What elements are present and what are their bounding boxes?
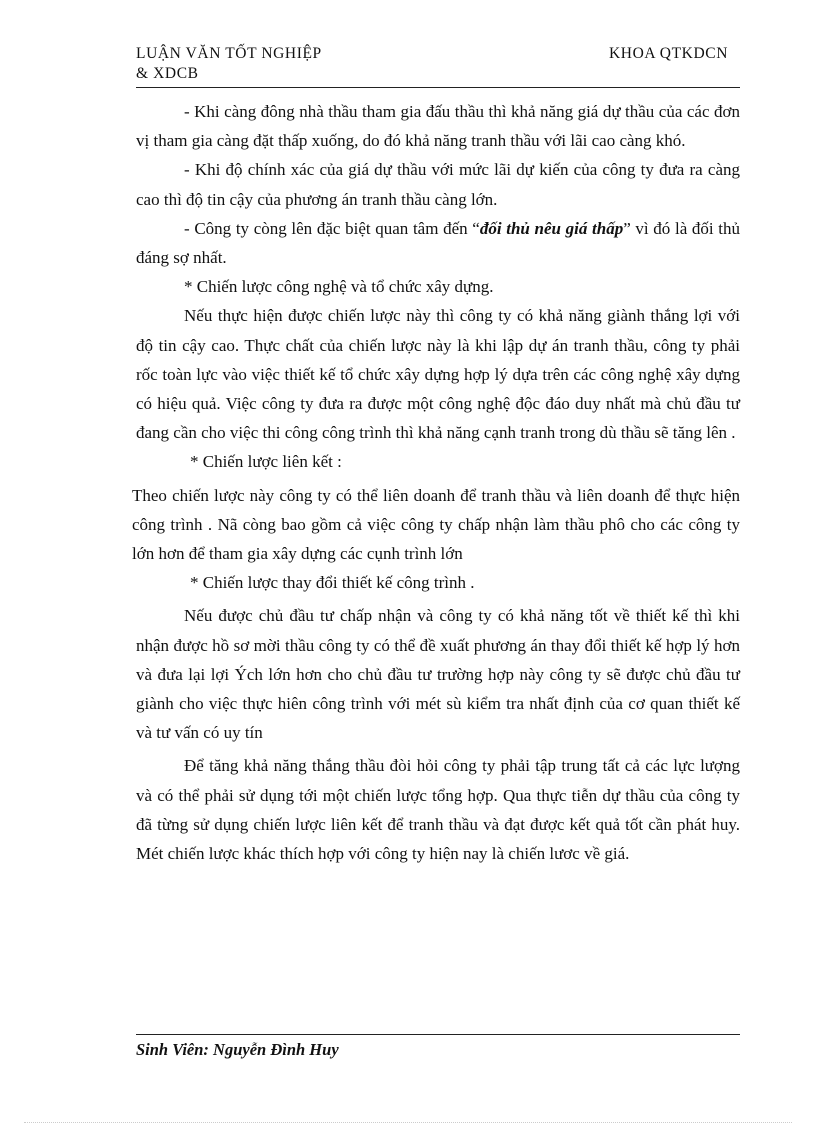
header-thesis-title-continued: & XDCB bbox=[136, 65, 199, 82]
paragraph-low-price-rival bbox=[136, 214, 740, 272]
header-faculty: KHOA QTKDCN bbox=[609, 45, 728, 62]
paragraph-combined-strategy: Để tăng khả năng thắng thầu đòi hỏi công ty phải tập trung tất cả các lực lượng và có thể phải sử dụng tới một chiến lược tổng hợp. Qua thực tiễn dự thầu của công ty đã từng sử dụng chiến lược liên kết để tranh thầu và đạt được kết quả tốt cần phát huy. Mét chiến lược khác thích hợp với công ty hiện nay là chiến lươc về giá. bbox=[136, 756, 740, 864]
paragraph-price-accuracy: - Khi độ chính xác của giá dự thầu với mức lãi dự kiến của công ty đưa ra càng cao thì độ tin cậy của phương án tranh thầu càng lớn. bbox=[136, 160, 740, 209]
paragraph-design-change-strategy: Nếu được chủ đầu tư chấp nhận và công ty có khả năng tốt về thiết kế thì khi nhận được hồ sơ mời thầu công ty có thể đề xuất phương án thay đổi thiết kế hợp lý hơn và đưa lại lợi Ých lớn hơn cho chủ đầu tư trường hợp này công ty sẽ được chủ đầu tư giành cho việc thực hiên công trình với mét sù kiểm tra nhất định của cơ quan thiết kế và tư vấn có uy tín bbox=[136, 606, 740, 743]
emphasized-phrase: đối thủ nêu giá thấp bbox=[479, 218, 624, 238]
paragraph-bidder-count: - Khi càng đông nhà thầu tham gia đấu thầu thì khả năng giá dự thầu của các đơn vị tham gia càng đặt thấp xuống, do đó khả năng tranh thầu với lãi cao càng khó. bbox=[136, 102, 740, 151]
header-thesis-title: LUẬN VĂN TỐT NGHIỆP bbox=[136, 45, 322, 62]
paragraph-technology-strategy: Nếu thực hiện được chiến lược này thì công ty có khả năng giành thắng lợi với độ tin cậy cao. Thực chất của chiến lược này là khi lập dự án tranh thầu, công ty phải rốc toàn lực vào việc thiết kế tổ chức xây dựng hợp lý dựa trên các công nghệ xây dựng có hiệu quả. Việc công ty đưa ra được một công nghệ độc đáo duy nhất mà chủ đầu tư đang cần cho việc thi công công trình thì khả năng cạnh tranh trong dù thầu sẽ tăng lên . bbox=[136, 306, 740, 443]
paragraph-low-price-rival-start: - Công ty còng lên đặc biệt quan tâm đến “ bbox=[184, 218, 480, 238]
header-divider bbox=[136, 87, 740, 88]
heading-partnership-strategy: * Chiến lược liên kết : bbox=[190, 452, 342, 472]
heading-technology-strategy: * Chiến lược công nghệ và tổ chức xây dựng. bbox=[184, 277, 494, 297]
footer-student-name: Sinh Viên: Nguyễn Đình Huy bbox=[136, 1040, 339, 1059]
document-body bbox=[132, 97, 741, 868]
footer-divider bbox=[136, 1034, 740, 1035]
heading-design-change-strategy: * Chiến lược thay đổi thiết kế công trình . bbox=[190, 573, 475, 593]
paragraph-low-price-rival-end: ” vì đó là đối thủ đáng sợ nhất. bbox=[136, 218, 741, 268]
paragraph-partnership-strategy: Theo chiến lược này công ty có thể liên doanh để tranh thầu và liên doanh để thực hiện công trình . Nã còng bao gồm cả việc công ty chấp nhận làm thầu phô cho các công ty lớn hơn để tham gia xây dựng các cụnh trình lớn bbox=[132, 485, 740, 564]
